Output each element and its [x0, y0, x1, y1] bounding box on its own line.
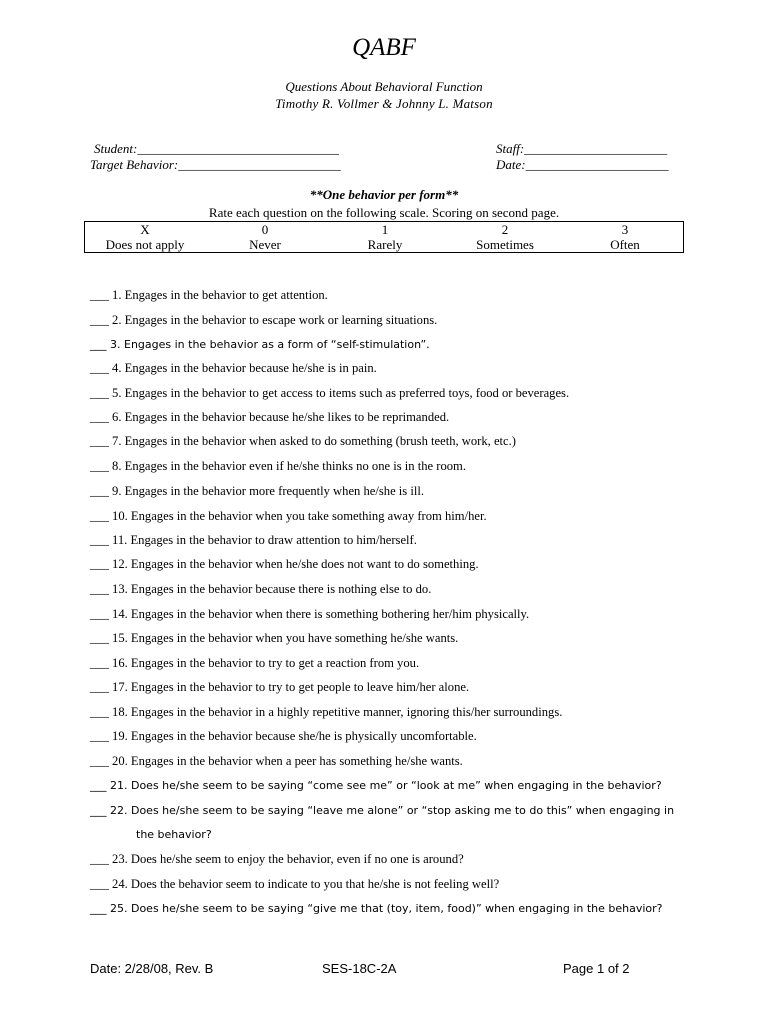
question-item: ___ 6. Engages in the behavior because he/she likes to be reprimanded. [90, 410, 450, 424]
scale-code: X [140, 222, 150, 237]
footer-form-code: SES-18C-2A [322, 961, 397, 976]
one-behavior-note: **One behavior per form** [309, 187, 459, 202]
question-item: ___ 20. Engages in the behavior when a peer has something he/she wants. [90, 754, 463, 768]
question-item: ___ 18. Engages in the behavior in a highly repetitive manner, ignoring this/her surroundings. [90, 705, 563, 719]
question-item: ___ 23. Does he/she seem to enjoy the behavior, even if no one is around? [90, 852, 464, 866]
scale-option [445, 222, 565, 252]
question-item: ___ 14. Engages in the behavior when there is something bothering her/him physically. [90, 607, 530, 621]
date-label: Date: [496, 157, 526, 172]
question-item: ___ 9. Engages in the behavior more frequently when he/she is ill. [90, 484, 424, 498]
question-item: ___ 22. Does he/she seem to be saying “leave me alone” or “stop asking me to do this” when engaging in [90, 804, 675, 817]
scale-code: 2 [501, 222, 509, 237]
question-item: ___ 13. Engages in the behavior because there is nothing else to do. [90, 582, 432, 596]
scale-code: 1 [381, 222, 389, 237]
student-label: Student: [94, 141, 138, 156]
document-subtitle: Questions About Behavioral Function [285, 79, 483, 94]
staff-field [496, 141, 667, 157]
scale-option [565, 222, 685, 252]
question-item: ___ 7. Engages in the behavior when asked to do something (brush teeth, work, etc.) [90, 434, 516, 448]
scale-code: 3 [621, 222, 629, 237]
question-item: ___ 17. Engages in the behavior to try to get people to leave him/her alone. [90, 680, 470, 694]
document-authors: Timothy R. Vollmer & Johnny L. Matson [275, 96, 493, 111]
rating-instructions: Rate each question on the following scale. Scoring on second page. [208, 205, 560, 220]
student-blank: _______________________________ [137, 141, 339, 156]
date-blank: ______________________ [525, 157, 669, 172]
staff-label: Staff: [496, 141, 525, 156]
question-item: ___ 4. Engages in the behavior because he/she is in pain. [90, 361, 377, 375]
target-behavior-label: Target Behavior: [90, 157, 179, 172]
question-item: ___ 11. Engages in the behavior to draw attention to him/herself. [90, 533, 417, 547]
question-item: ___ 2. Engages in the behavior to escape work or learning situations. [90, 313, 438, 327]
question-item: ___ 10. Engages in the behavior when you take something away from him/her. [90, 509, 487, 523]
rating-scale-box [84, 221, 684, 253]
question-item: ___ 21. Does he/she seem to be saying “come see me” or “look at me” when engaging in the behavior? [90, 779, 662, 792]
scale-option [325, 222, 445, 252]
document-title: QABF [352, 34, 416, 61]
scale-label: Does not apply [105, 237, 185, 252]
question-item: ___ 5. Engages in the behavior to get access to items such as preferred toys, food or beverages. [90, 386, 570, 400]
question-item: ___ 8. Engages in the behavior even if he/she thinks no one is in the room. [90, 459, 466, 473]
scale-label: Rarely [367, 237, 403, 252]
scale-option [205, 222, 325, 252]
staff-blank: ______________________ [524, 141, 668, 156]
date-field [496, 157, 669, 173]
scale-label: Often [610, 237, 640, 252]
question-item: ___ 15. Engages in the behavior when you have something he/she wants. [90, 631, 459, 645]
scale-label: Sometimes [476, 237, 534, 252]
target-behavior-field [90, 157, 341, 173]
question-item: ___ 16. Engages in the behavior to try to get a reaction from you. [90, 656, 420, 670]
question-item: ___ 25. Does he/she seem to be saying “give me that (toy, item, food)” when engaging in the behavior? [90, 902, 663, 915]
question-item-continuation: the behavior? [136, 828, 212, 841]
footer-page-number: Page 1 of 2 [563, 961, 630, 976]
question-item: ___ 3. Engages in the behavior as a form of “self-stimulation”. [90, 338, 430, 351]
target-behavior-blank: _________________________ [178, 157, 341, 172]
question-item: ___ 1. Engages in the behavior to get attention. [90, 288, 328, 302]
question-item: ___ 12. Engages in the behavior when he/she does not want to do something. [90, 557, 479, 571]
scale-option [85, 222, 205, 252]
scale-label: Never [249, 237, 281, 252]
scale-code: 0 [261, 222, 269, 237]
question-item: ___ 19. Engages in the behavior because she/he is physically uncomfortable. [90, 729, 477, 743]
student-field [94, 141, 339, 157]
question-item: ___ 24. Does the behavior seem to indicate to you that he/she is not feeling well? [90, 877, 500, 891]
footer-date: Date: 2/28/08, Rev. B [90, 961, 214, 976]
